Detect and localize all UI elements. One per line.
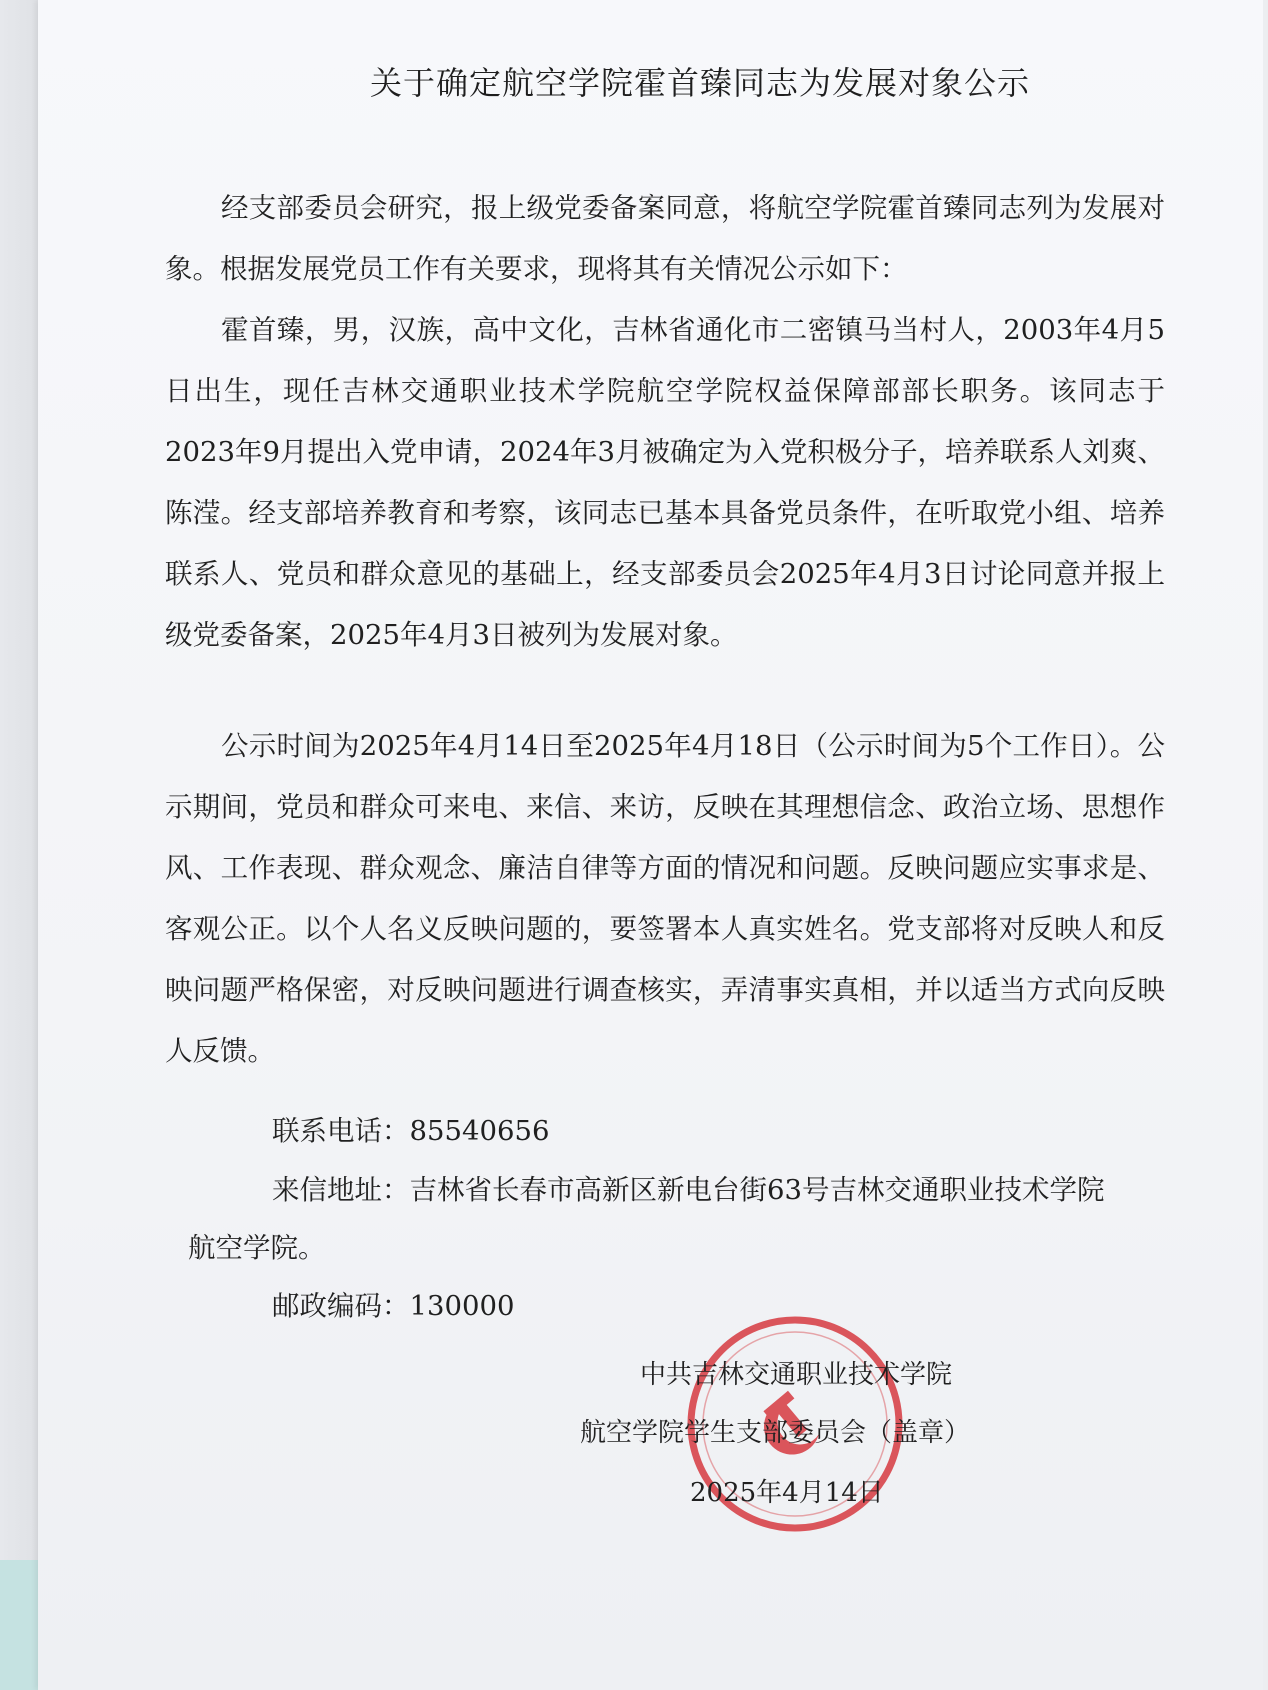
notice-title: 关于确定航空学院霍首臻同志为发展对象公示 <box>369 64 1030 102</box>
contact-phone: 联系电话：85540656 <box>272 1115 550 1147</box>
wall-background <box>0 0 40 1690</box>
paper-edge <box>1263 0 1268 1690</box>
signature-date: 2025年4月14日 <box>690 1478 884 1508</box>
paragraph-publicity-period: 公示时间为2025年4月14日至2025年4月18日（公示时间为5个工作日）。公示期间，党员和群众可来电、来信、来访，反映在其理想信念、政治立场、思想作风、工作表现、群众观念、廉洁自律等方面的情况和问题。反映问题应实事求是、客观公正。以个人名义反映问题的，要签署本人真实姓名。党支部将对反映人和反映问题严格保密，对反映问题进行调查核实，弄清事实真相，并以适当方式向反映人反馈。 <box>165 730 1165 1067</box>
signature-organization: 中共吉林交通职业技术学院 <box>640 1360 953 1390</box>
contact-postcode: 邮政编码：130000 <box>272 1290 515 1322</box>
contact-address: 来信地址：吉林省长春市高新区新电台街63号吉林交通职业技术学院 <box>272 1174 1105 1206</box>
signature-branch: 航空学院学生支部委员会（盖章） <box>580 1418 971 1448</box>
paragraph-candidate-info: 霍首臻，男，汉族，高中文化，吉林省通化市二密镇马当村人，2003年4月5日出生，现任吉林交通职业技术学院航空学院权益保障部部长职务。该同志于2023年9月提出入党申请，2024年3月被确定为入党积极分子，培养联系人刘爽、陈滢。经支部培养教育和考察，该同志已基本具备党员条件，在听取党小组、培养联系人、党员和群众意见的基础上，经支部委员会2025年4月3日讨论同意并报上级党委备案，2025年4月3日被列为发展对象。 <box>165 314 1165 651</box>
paragraph-intro: 经支部委员会研究，报上级党委备案同意，将航空学院霍首臻同志列为发展对象。根据发展党员工作有关要求，现将其有关情况公示如下： <box>165 192 1165 285</box>
contact-address-continued: 航空学院。 <box>188 1232 326 1264</box>
